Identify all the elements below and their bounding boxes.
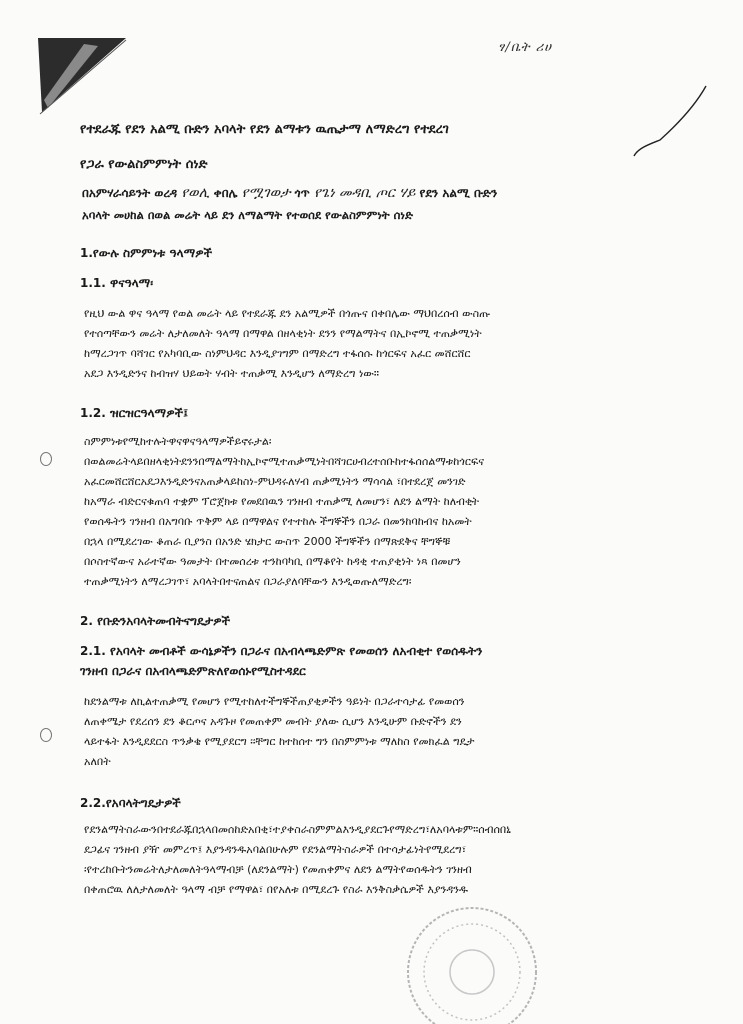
handwritten-value-3: የጌነ <box>313 185 335 201</box>
section-1-1-heading: 1.1. ዋናዓላማ፡ <box>80 276 154 290</box>
paragraph-line: ፡የተረከቡትንመሬትለታለመለትዓላማብቻ (ለደንልማት) የመጠቀምና ለደን ልማትየወሰዱትን ገንዘብ <box>84 863 472 876</box>
section-2-1-heading-line-1: 2.1. የአባላት መብቶች ውሳኔዎችን በጋራና በአብላጫድምጽ የመወሰን ለአብቂተ የወሰዱትን <box>80 644 483 658</box>
paragraph-line: በሶስተኛውና አራተኛው ዓመታት በተመሰረቱ ተንከባካቢ በማቆየት ከዳቂ ተጠያቂነት ነጻ በመሆን <box>84 555 461 568</box>
circular-stamp-seal <box>392 900 552 1024</box>
paragraph-line: ከደንልማቱ ለኪልተጠቃሚ የመሆን የሚተከለተችግኞችጠያቂዎችን ዓይነት በጋራተሳታፊ የመወሰን <box>84 695 465 708</box>
section-1-2-heading: 1.2. ዝርዝርዓላማዎች፤ <box>80 406 188 420</box>
document-title-line-2: የጋራ የውልስምምነት ሰነድ <box>80 157 208 172</box>
paragraph-line: አለበት <box>84 755 111 768</box>
section-2-1-heading-line-2: ገንዘብ በጋራና በአብላጫድምጽለየወሰኑየሚስተዳደር <box>80 664 306 678</box>
paragraph-line: የተሰጣቸውን መሬት ለታለመለት ዓላማ በማዋል በዘላቂነት ደንን የማልማትና በኢኮኖሚ ተጠቃሚነት <box>84 327 482 340</box>
fill-intro: በአምሃራሳይንት ወረዳ <box>82 186 178 200</box>
paragraph-line: የደንልማትስራውንበተደራጁበኋላበመሰከድአበቂ፣ተያቀስራስምምልእንዲያደርጉየማድረግ፣ለአባላቱም።ሰብሰበኒ <box>84 823 511 836</box>
paragraph-line: ከማረጋገጥ ባሻገር የአካባቢው ስነምህዳር እንዲያገግም በማድረግ ተፋሰሱ ከጎርፍና አፈር መሸርሸር <box>84 347 471 360</box>
fill-tail: የደን አልሚ ቡድን <box>419 186 498 200</box>
section-2-2-body <box>84 820 664 900</box>
paragraph-line: ተጠቃሚነትን ለማረጋገጥ፣ አባላትበተናጠልና በጋራያለባቸውን እንዲወጡለማድረግ፡ <box>84 575 412 588</box>
section-2-2-heading: 2.2.የአባላትግዴታዎች <box>80 796 181 810</box>
paragraph-line: ላይተፋት እንዲደደርስ ጥንቃቄ የሚያደርግ ፡፡ቸግር ከተከሰተ ግን በስምምነቱ ማለከስ የመክፈል ግዴታ <box>84 735 475 748</box>
paragraph-line: በወልመሬትላይበዘላቂነትደንንበማልማትከኢኮኖሚተጠቃሚነትበሻገርሀብረተሰቡከተፋሰሰልማቱከጎርፍና <box>84 455 485 468</box>
fill-in-line <box>82 185 497 201</box>
section-2-1-body <box>84 692 664 772</box>
paragraph-line: አደጋ እንዲድንና ከብዝሃ ህይወት ሃብት ተጠቃሚ እንዲሆን ለማድረግ ነው። <box>84 367 380 380</box>
paragraph-line: የዚህ ውል ዋና ዓላማ የወል መሬት ላይ የተደራጁ ደን አልሚዎች በጎጡና በቀበሌው ማህበረሰብ ውስጡ <box>84 307 491 320</box>
paragraph-line: ከአማራ ብድርናቁጠባ ተቋም ፕሮጀክቱ የመደበዉን ገንዘብ ተጠቃሚ ለመሆን፣ ለደን ልማት ከለብቂት <box>84 495 480 508</box>
paragraph-line: በኋላ በሚደረገው ቆጠራ ቢያንስ በአንድ ሄክታር ውስጥ 2000 ችግኞችን በማጽደቅና ቸግኞቹ <box>84 535 451 548</box>
document-title-line-1: የተደራጁ የደን አልሚ ቡድን አባላት የደን ልማቱን ዉጤታማ ለማድረግ የተደረገ <box>80 122 449 137</box>
section-1-1-body <box>84 304 664 384</box>
fill-in-line-2: አባላት መሀከል በወል መሬት ላይ ደን ለማልማት የተወሰደ የውልስምምነት ሰነድ <box>82 208 413 222</box>
paragraph-line: በቀጠሮዉ ለለታለመለት ዓላማ ብቻ የማዋል፣ በየአለቱ በሚደረጉ የስራ እንቅስቃሴዎች እያንዳንዱ <box>84 883 468 896</box>
paragraph-line: ደጋፊና ገንዘብ ያዥ መምረጥ፤ እያንዳንዱአባልበሁሉም የደንልማትስራዎች በተሳታፊነትየሚደረግ፣ <box>84 843 467 856</box>
section-1-2-body <box>84 432 664 592</box>
handwritten-top-note: ፃ/ቤት ሪሀ <box>498 40 553 55</box>
pen-stroke-mark <box>630 82 710 162</box>
folded-corner-mark <box>38 38 128 118</box>
paragraph-line: የወሰዱትን ገንዘብ በአግባቡ ጥቅም ላይ በማዋልና የተተከሉ ችግኞችን በጋራ በመንከባከብና ከአመት <box>84 515 472 528</box>
section-2-heading: 2. የቡድንአባላትመብትናግዴታዎች <box>80 614 231 628</box>
handwritten-value-2: የሟገወታ <box>241 185 291 201</box>
paragraph-line: ለጠቀሜታ የደረሰን ደን ቆርጦና አዳጉዞ የመጠቀም መብት ያለው ሲሆን እንዲሁም ቡድኖችን ደን <box>84 715 462 728</box>
punch-hole-mark <box>40 452 52 466</box>
handwritten-value-4: መዳቢ ጦር ሃይ <box>338 185 416 201</box>
fill-mid: ቀበሌ <box>213 186 238 200</box>
punch-hole-mark <box>40 728 52 742</box>
paragraph-line: አፈርመሸርሸርአደጋእንዲድንናአጠቃላይከስነ-ምህዳሩለሃብ ጠቃሚነትን ማሳሳል ፣በተደረጀ መንገድ <box>84 475 466 488</box>
fill-mid-2: ጎጥ <box>294 186 310 200</box>
paragraph-line: ስምምነቱየሚከተሉትዋናዋናዓላማዎችይኖሩታል፡ <box>84 435 272 448</box>
section-1-heading: 1.የውሉ ስምምነቱ ዓላማዎች <box>80 246 213 260</box>
handwritten-value-1: የወሊ <box>181 185 210 201</box>
